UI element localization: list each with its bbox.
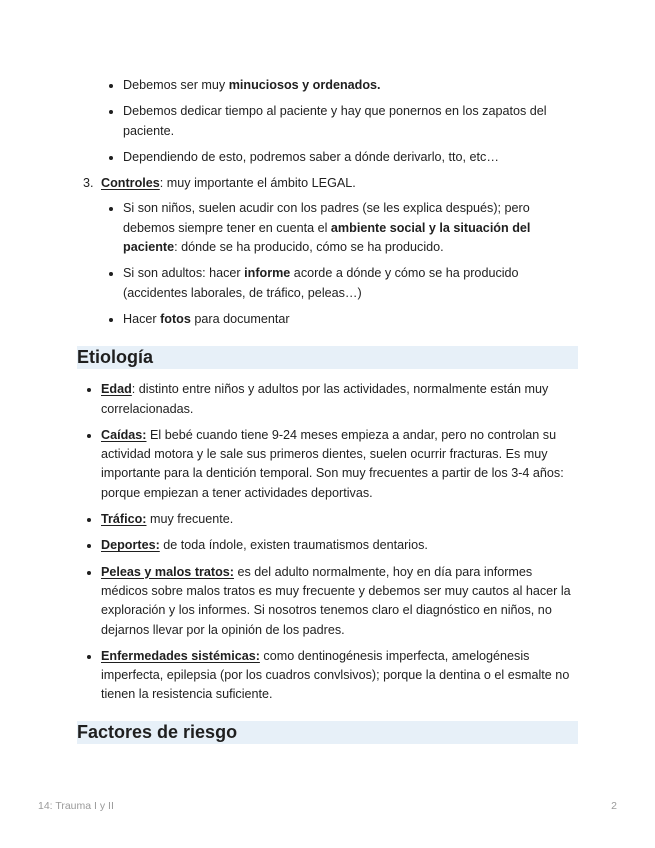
bullet-text: Debemos dedicar tiempo al paciente y hay que ponernos en los zapatos del paciente. xyxy=(123,104,547,138)
term-label: Edad xyxy=(101,382,132,397)
footer-page-number: 2 xyxy=(611,800,617,812)
list-item xyxy=(123,148,578,167)
bullet-text: Debemos ser muy xyxy=(123,78,229,92)
footer-document-title: 14: Trauma I y II xyxy=(38,800,114,812)
page-content xyxy=(77,76,578,744)
item-text: : distinto entre niños y adultos por las actividades, normalmente están muy correlacionadas. xyxy=(101,382,549,416)
list-item xyxy=(101,510,578,529)
numbered-list xyxy=(77,174,578,329)
bullet-bold-text: fotos xyxy=(160,311,191,326)
item-text: muy frecuente. xyxy=(146,512,234,527)
top-bullet-list xyxy=(77,76,578,167)
list-item xyxy=(123,310,578,329)
bullet-text: Si son adultos: hacer xyxy=(123,266,245,281)
bullet-text: Si son niños, suelen acudir con los padres (se les explica después); pero debemos siempre tener en cuenta el xyxy=(123,201,530,235)
numbered-item-controles xyxy=(77,174,578,329)
bullet-bold-text: minuciosos y ordenados. xyxy=(228,78,381,92)
item-text: El bebé cuando tiene 9-24 meses empieza a andar, pero no controlan su actividad motora y le sale sus primeros dientes, suelen ocurrir fracturas. Es muy importante para la dentición temporal. Son muy frecuentes a partir de los 3-4 años: porque empiezan a tener actividades deportivas. xyxy=(101,427,564,500)
list-item xyxy=(101,647,578,705)
list-item xyxy=(123,76,578,95)
list-item xyxy=(101,380,578,419)
list-item xyxy=(123,199,578,257)
bullet-text: acorde a dónde y cómo se ha producido (accidentes laborales, de tráfico, peleas…) xyxy=(123,266,519,300)
term-label: Peleas y malos tratos: xyxy=(101,564,234,579)
section-heading-etiologia: Etiología xyxy=(77,346,578,369)
term-label: Tráfico: xyxy=(101,512,147,527)
item-text: es del adulto normalmente, hoy en día para informes médicos sobre malos tratos es muy frecuente y debemos ser muy cautos al hacer la exploración y los informes. Si nosotros tenemos claro el diagnóstico en niños, no dejarnos llevar por la opinión de los padres. xyxy=(101,564,571,637)
bullet-bold-text: informe xyxy=(244,266,291,281)
bullet-text: Hacer xyxy=(123,311,161,326)
list-item xyxy=(101,426,578,503)
controles-sub-list xyxy=(101,199,578,329)
list-item xyxy=(123,102,578,141)
list-item xyxy=(101,563,578,640)
term-label: Enfermedades sistémicas: xyxy=(101,648,260,663)
section-heading-factores-de-riesgo: Factores de riesgo xyxy=(77,721,578,744)
item-text: de toda índole, existen traumatismos dentarios. xyxy=(159,538,428,553)
term-label: Caídas: xyxy=(101,427,147,442)
list-item xyxy=(123,264,578,303)
bullet-text: : dónde se ha producido, cómo se ha producido. xyxy=(174,240,444,255)
item-text: : muy importante el ámbito LEGAL. xyxy=(159,176,356,191)
item-text: como dentinogénesis imperfecta, amelogénesis imperfecta, epilepsia (por los cuadros convlsivos); porque la dentina o el esmalte no tienen la resistencia suficiente. xyxy=(101,648,570,702)
list-number: 3. xyxy=(83,176,94,191)
term-controles: Controles xyxy=(101,176,160,191)
bullet-text: para documentar xyxy=(190,311,290,326)
term-label: Deportes: xyxy=(101,538,160,553)
etiologia-list xyxy=(77,380,578,704)
bullet-text: Dependiendo de esto, podremos saber a dónde derivarlo, tto, etc… xyxy=(123,149,499,164)
list-item xyxy=(101,536,578,555)
bullet-bold-text: ambiente social y la situación del paciente xyxy=(123,220,531,255)
